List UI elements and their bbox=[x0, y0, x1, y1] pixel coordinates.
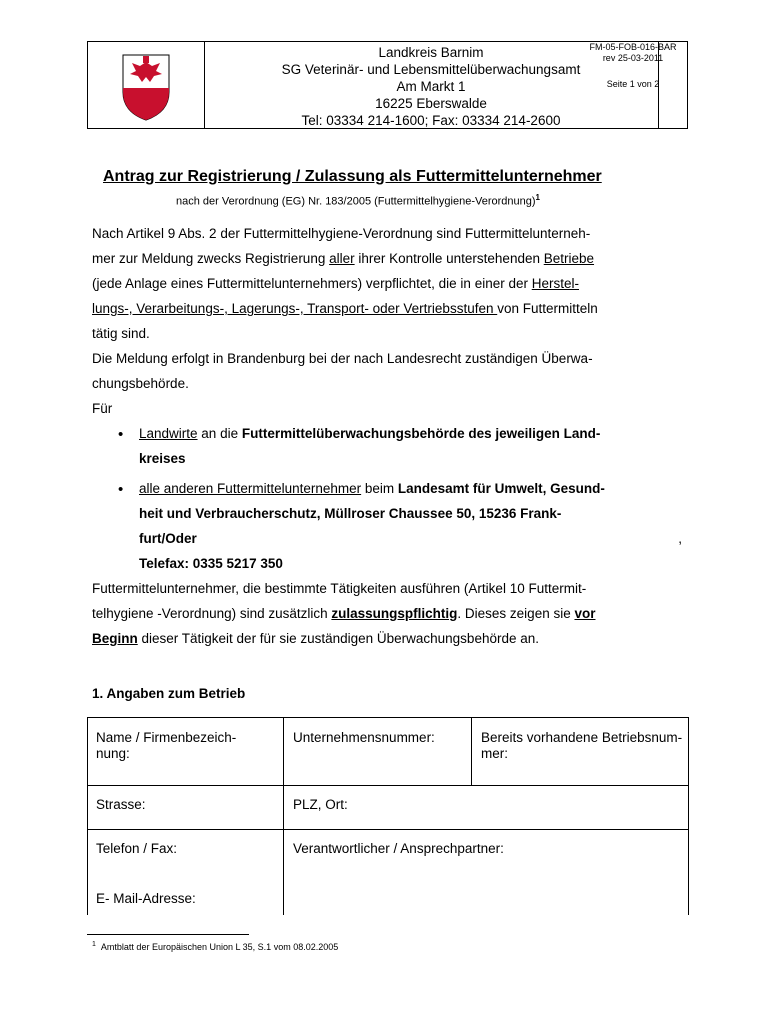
postal-city: 16225 Eberswalde bbox=[375, 96, 487, 111]
form-code: FM-05-FOB-016-BAR bbox=[589, 42, 677, 52]
text-line bbox=[92, 396, 682, 421]
footnote-reference: 1 bbox=[535, 193, 540, 202]
authority-name: Landkreis Barnim bbox=[378, 45, 484, 60]
bullet-item-farmers bbox=[139, 421, 600, 471]
bold-text: heit und Verbraucherschutz, Müllroser Chaussee 50, 15236 Frank- bbox=[139, 506, 562, 521]
field-label: mer: bbox=[481, 746, 508, 761]
field-label: Name / Firmenbezeich- bbox=[96, 730, 237, 745]
street-address: Am Markt 1 bbox=[396, 79, 466, 94]
postcode-city-field[interactable]: PLZ, Ort: bbox=[293, 797, 348, 812]
document-subtitle bbox=[176, 193, 540, 208]
bold-text: Futtermittelüberwachungsbehörde des jeweiligen Land- bbox=[241, 426, 601, 441]
text-line bbox=[139, 526, 682, 551]
department-name: SG Veterinär- und Lebensmittelüberwachungsamt bbox=[281, 62, 581, 77]
bullet-icon: • bbox=[118, 426, 124, 443]
section-heading: 1. Angaben zum Betrieb bbox=[92, 686, 246, 701]
name-field[interactable] bbox=[96, 730, 236, 762]
underlined-text: Landwirte bbox=[139, 426, 198, 441]
text-run: Für bbox=[92, 401, 113, 416]
text-line bbox=[92, 626, 595, 651]
existing-operation-number-field[interactable] bbox=[481, 730, 682, 762]
bold-text: Landesamt für Umwelt, Gesund- bbox=[397, 481, 605, 496]
text-line bbox=[92, 246, 682, 271]
bullet-item-others bbox=[139, 476, 682, 576]
document-title: Antrag zur Registrierung / Zulassung als Futtermittelunternehmer bbox=[103, 168, 602, 185]
intro-paragraph bbox=[92, 221, 682, 421]
closing-paragraph bbox=[92, 576, 595, 651]
telefax-line: Telefax: 0335 5217 350 bbox=[139, 556, 283, 571]
text-run: ihrer Kontrolle unterstehenden bbox=[354, 251, 544, 266]
text-line bbox=[92, 601, 595, 626]
text-run: tätig sind. bbox=[92, 326, 150, 341]
email-field[interactable]: E- Mail-Adresse: bbox=[96, 891, 196, 906]
text-run: , bbox=[678, 531, 682, 546]
footnote-mark: 1 bbox=[92, 941, 96, 948]
text-run: (jede Anlage eines Futtermittelunternehmers) verpflichtet, die in einer der bbox=[92, 276, 532, 291]
text-line bbox=[92, 346, 682, 371]
text-run: . Dieses zeigen sie bbox=[457, 606, 575, 621]
contact-phone-fax: Tel: 03334 214-1600; Fax: 03334 214-2600 bbox=[301, 113, 561, 128]
text-line bbox=[139, 501, 682, 526]
company-details-form bbox=[87, 717, 689, 915]
subtitle-text: nach der Verordnung (EG) Nr. 183/2005 (Futtermittelhygiene-Verordnung) bbox=[176, 195, 536, 208]
text-run: von Futtermitteln bbox=[497, 301, 598, 316]
logo-cell bbox=[88, 42, 205, 128]
text-line bbox=[92, 576, 595, 601]
coat-of-arms-logo bbox=[88, 42, 204, 128]
text-run: beim bbox=[361, 481, 398, 496]
bold-underlined-text: Beginn bbox=[92, 631, 138, 646]
street-field[interactable]: Strasse: bbox=[96, 797, 146, 812]
phone-fax-field[interactable]: Telefon / Fax: bbox=[96, 841, 178, 856]
bold-underlined-text: zulassungspflichtig bbox=[331, 606, 458, 621]
bold-text: kreises bbox=[139, 451, 186, 466]
footnote-text: Amtblatt der Europäischen Union L 35, S.1 vom 08.02.2005 bbox=[100, 942, 339, 952]
field-label: Bereits vorhandene Betriebsnum- bbox=[481, 730, 683, 745]
text-line bbox=[139, 421, 600, 446]
revision-date: rev 25-03-2011 bbox=[602, 53, 664, 63]
company-number-field[interactable]: Unternehmensnummer: bbox=[293, 730, 435, 745]
text-line bbox=[92, 221, 682, 246]
contact-person-field[interactable]: Verantwortlicher / Ansprechpartner: bbox=[293, 841, 504, 856]
text-line bbox=[92, 271, 682, 296]
footnote bbox=[92, 941, 338, 952]
underlined-text: Herstel- bbox=[531, 276, 579, 291]
text-run: telhygiene -Verordnung) sind zusätzlich bbox=[92, 606, 332, 621]
text-line bbox=[139, 446, 600, 471]
text-line bbox=[92, 296, 682, 321]
bold-text: furt/Oder bbox=[139, 531, 197, 546]
footnote-divider bbox=[87, 934, 249, 935]
bullet-icon: • bbox=[118, 481, 124, 498]
underlined-text: lungs-, Verarbeitungs-, Lagerungs-, Transport- oder Vertriebsstufen bbox=[92, 301, 498, 316]
underlined-text: Betriebe bbox=[543, 251, 595, 266]
text-line bbox=[139, 476, 682, 501]
text-run: mer zur Meldung zwecks Registrierung bbox=[92, 251, 330, 266]
field-label: nung: bbox=[96, 746, 130, 761]
text-run: Die Meldung erfolgt in Brandenburg bei der nach Landesrecht zuständigen Überwa- bbox=[92, 351, 593, 366]
text-run: Nach Artikel 9 Abs. 2 der Futtermittelhygiene-Verordnung sind Futtermittelunterneh- bbox=[92, 226, 591, 241]
underlined-text: aller bbox=[329, 251, 355, 266]
underlined-text: alle anderen Futtermittelunternehmer bbox=[139, 481, 362, 496]
text-line bbox=[92, 321, 682, 346]
text-run: Futtermittelunternehmer, die bestimmte Tätigkeiten ausführen (Artikel 10 Futtermit- bbox=[92, 581, 587, 596]
text-run: dieser Tätigkeit der für sie zuständigen Überwachungsbehörde an. bbox=[137, 631, 539, 646]
text-run: chungsbehörde. bbox=[92, 376, 189, 391]
page-number: Seite 1 von 2 bbox=[606, 79, 660, 89]
text-line bbox=[92, 371, 682, 396]
text-run: an die bbox=[197, 426, 242, 441]
bold-underlined-text: vor bbox=[574, 606, 596, 621]
